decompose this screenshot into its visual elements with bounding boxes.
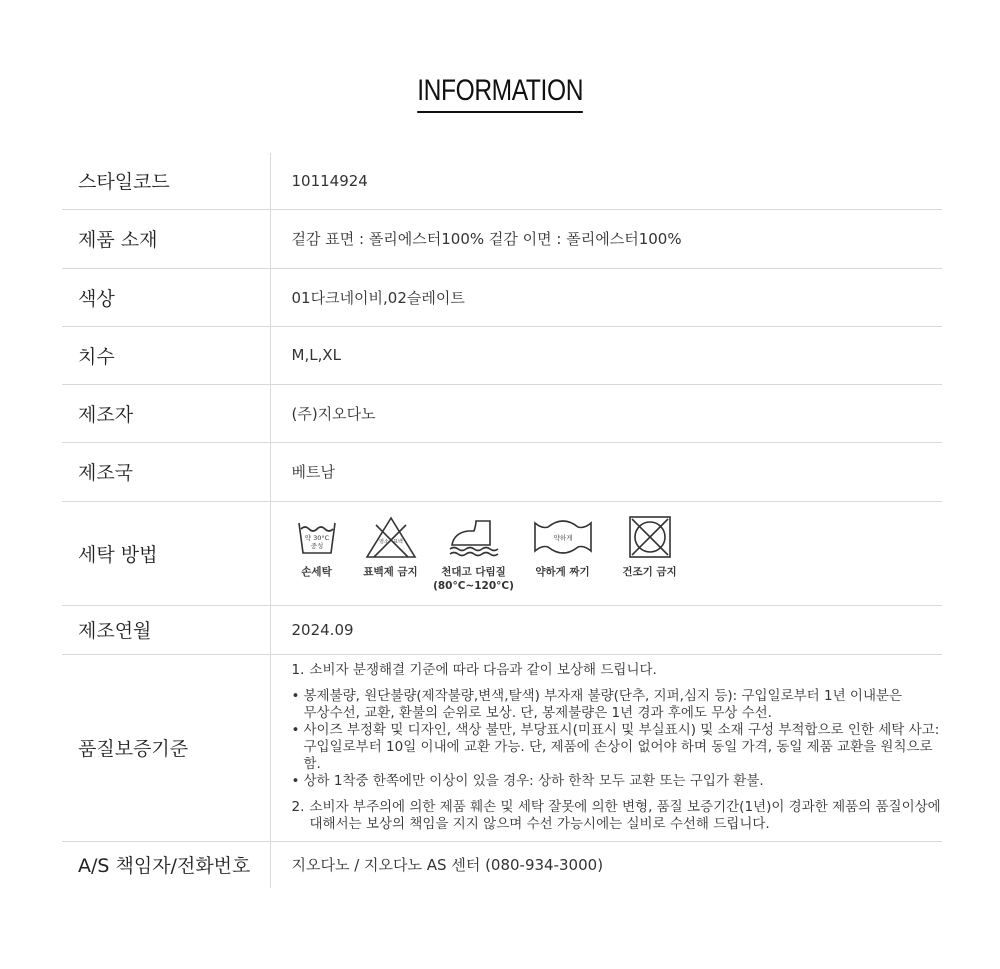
no-bleach-caption: 표백제 금지 — [363, 566, 418, 578]
no-bleach-icon — [364, 515, 418, 559]
hand-wash-caption: 손세탁 — [301, 566, 332, 578]
wring-caption: 약하게 짜기 — [535, 566, 590, 578]
value-country: 베트남 — [270, 442, 942, 501]
hand-wash-icon — [295, 515, 339, 559]
page-title: INFORMATION — [417, 72, 583, 113]
info-table — [62, 153, 942, 888]
wash-item-bleach — [351, 515, 431, 579]
wash-item-wring — [517, 515, 609, 579]
title-wrap — [0, 72, 1000, 113]
no-bleach-right-text: 표백 — [392, 539, 403, 545]
label-date: 제조연월 — [62, 605, 270, 654]
quality-bullets — [292, 688, 943, 790]
label-color: 색상 — [62, 268, 270, 326]
iron-caption-line1: 천대고 다림질 — [441, 566, 506, 578]
row-as — [62, 841, 942, 888]
quality-bullet: • 봉제불량, 원단불량(제작불량,변색,탈색) 부자재 불량(단추, 지퍼,심지 등): 구입일로부터 1년 이내분은 무상수선, 교환, 환불의 순위로 보상. 단, 봉제불량은 1년 경과 후에도 무상 수선. — [291, 688, 903, 721]
value-style-code: 10114924 — [270, 153, 942, 209]
quality-bullet: • 사이즈 부정확 및 디자인, 색상 불만, 부당표시(미표시 및 부실표시) 및 소재 구성 부적합으로 인한 세탁 사고: 구입일로부터 10일 이내에 교환 가능. 단, 제품에 손상이 없어야 하며 동일 가격, 동일 제품 교환을 원칙으로 함. — [292, 722, 943, 773]
value-as: 지오다노 / 지오다노 AS 센터 (080-934-3000) — [291, 856, 604, 875]
quality-p2-line1: 소비자 부주의에 의한 제품 훼손 및 세탁 잘못에 의한 변형, 품질 보증기간(1년)이 경과한 제품의 품질이상에 — [309, 799, 941, 815]
hand-wash-bottom-text: 중성 — [310, 542, 323, 550]
value-quality — [270, 654, 942, 841]
label-maker: 제조자 — [62, 384, 270, 442]
bullet-line: 구입일로부터 10일 이내에 교환 가능. 단, 제품에 손상이 없어야 하며 동일 가격, 동일 제품 교환을 원칙으로 함. — [303, 739, 933, 772]
wash-item-dryer — [609, 515, 691, 579]
value-maker: (주)지오다노 — [270, 384, 942, 442]
quality-p2 — [292, 799, 943, 833]
wash-item-iron — [431, 515, 517, 593]
quality-p1-text: 소비자 분쟁해결 기준에 따라 다음과 같이 보상해 드립니다. — [309, 662, 657, 678]
label-quality: 품질보증기준 — [62, 654, 270, 841]
bullet-line: 사이즈 부정확 및 디자인, 색상 불만, 부당표시(미표시 및 부실표시) 및 소재 구성 부적합으로 인한 세탁 사고: — [303, 722, 940, 738]
value-size: M,L,XL — [270, 326, 942, 384]
bullet-line: 무상수선, 교환, 환불의 순위로 보상. 단, 봉제불량은 1년 경과 후에도 무상 수선. — [303, 705, 772, 721]
quality-p2-num: 2. — [291, 799, 305, 815]
row-maker — [62, 384, 942, 442]
row-color — [62, 268, 942, 326]
value-washing — [270, 501, 942, 605]
no-bleach-left-text: 염소 — [378, 539, 389, 545]
label-washing: 세탁 방법 — [62, 501, 270, 605]
dryer-caption: 건조기 금지 — [622, 566, 677, 578]
label-material: 제품 소재 — [62, 209, 270, 268]
row-country — [62, 442, 942, 501]
iron-cloth-icon — [446, 515, 502, 559]
quality-p2-line2: 대해서는 보상의 책임을 지지 않으며 수선 가능시에는 실비로 수선해 드립니다. — [309, 816, 770, 832]
value-color: 01다크네이비,02슬레이트 — [270, 268, 942, 326]
value-date: 2024.09 — [270, 605, 942, 654]
row-date — [62, 605, 942, 654]
wring-inner-text: 약하게 — [553, 534, 572, 542]
row-style-code — [62, 153, 942, 209]
bullet-line: 봉제불량, 원단불량(제작불량,변색,탈색) 부자재 불량(단추, 지퍼,심지 등): 구입일로부터 1년 이내분은 — [303, 688, 903, 704]
row-washing — [62, 501, 942, 605]
hand-wash-top-text: 약 30°C — [304, 534, 329, 542]
iron-caption — [433, 565, 514, 593]
label-size: 치수 — [62, 326, 270, 384]
quality-p1-num: 1. — [291, 662, 305, 678]
iron-caption-line2: (80°C~120°C) — [433, 580, 514, 592]
row-quality — [62, 654, 942, 841]
row-material — [62, 209, 942, 268]
quality-text — [292, 662, 943, 833]
label-as: A/S 책임자/전화번호 — [62, 841, 270, 888]
gentle-wring-icon — [532, 515, 594, 559]
quality-bullet: • 상하 1착중 한쪽에만 이상이 있을 경우: 상하 한착 모두 교환 또는 구입가 환불. — [291, 773, 764, 789]
label-country: 제조국 — [62, 442, 270, 501]
value-material: 겉감 표면 : 폴리에스터100% 겉감 이면 : 폴리에스터100% — [270, 209, 942, 268]
no-tumble-dry-icon — [627, 515, 673, 559]
washing-icons — [283, 513, 943, 593]
row-size — [62, 326, 942, 384]
wash-item-hand — [283, 515, 351, 579]
quality-p1 — [292, 662, 943, 679]
bullet-line: 상하 1착중 한쪽에만 이상이 있을 경우: 상하 한착 모두 교환 또는 구입가 환불. — [303, 773, 764, 789]
label-style-code: 스타일코드 — [62, 153, 270, 209]
